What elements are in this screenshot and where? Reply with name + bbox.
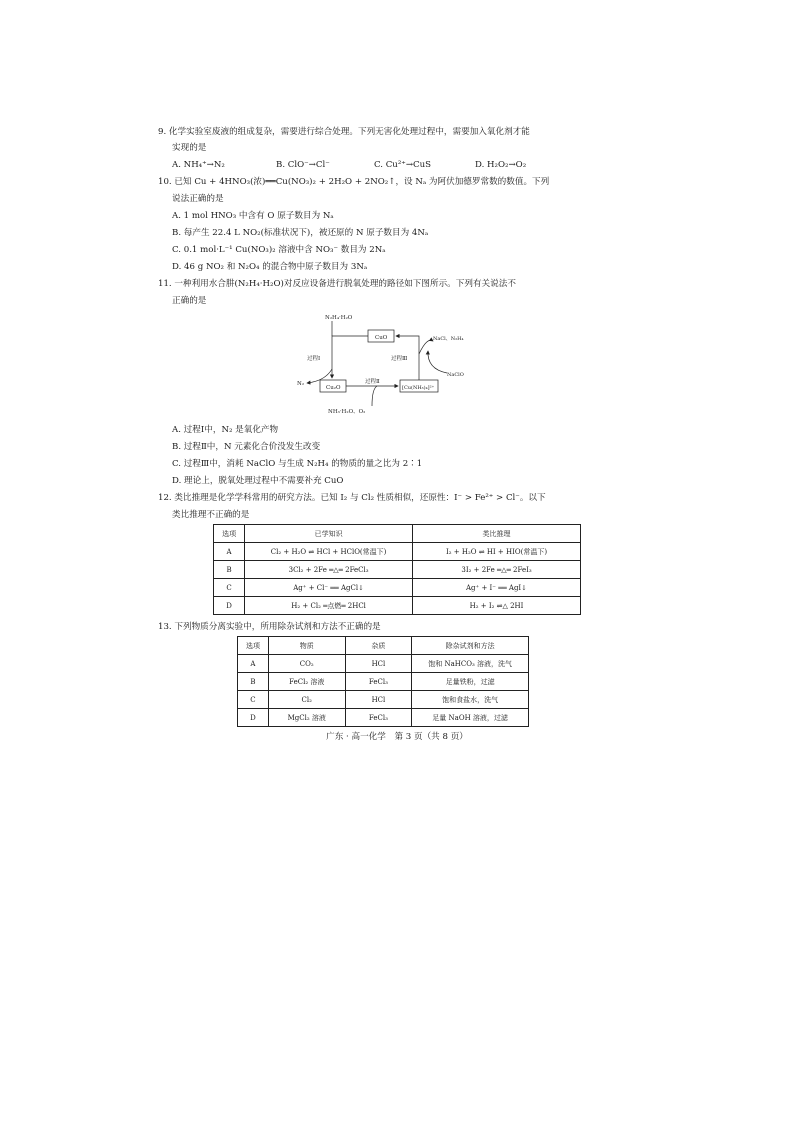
table-row[interactable] [238, 691, 529, 709]
q9-stem-line2: 实现的是 [172, 143, 207, 153]
table-header: 除杂试剂和方法 [412, 637, 529, 655]
table-header: 选项 [238, 637, 269, 655]
table-cell: HCl [345, 655, 412, 673]
table-cell: FeCl₃ [345, 673, 412, 691]
table-cell: A [238, 655, 269, 673]
diagram-label-n2: N₂ [297, 381, 305, 387]
table-cell: 3I₂ + 2Fe ═△═ 2FeI₃ [413, 561, 581, 579]
q9-option-a[interactable]: A. NH₄⁺→N₂ [172, 160, 225, 170]
table-cell: C [238, 691, 269, 709]
diagram-n2-arrow [307, 369, 332, 383]
q11-option-c[interactable]: C. 过程Ⅲ中，消耗 NaClO 与生成 N₂H₄ 的物质的量之比为 2∶1 [172, 459, 423, 469]
table-cell: D [238, 709, 269, 727]
table-row[interactable] [214, 579, 581, 597]
q11-stem-line1: 11. 一种利用水合肼(N₂H₄·H₂O)对反应设备进行脱氧处理的路径如下图所示。下列有关说法不 [158, 279, 516, 289]
table-cell: B [238, 673, 269, 691]
table-cell: Ag⁺ + Cl⁻ ══ AgCl↓ [245, 579, 413, 597]
table-cell: 3Cl₂ + 2Fe ═△═ 2FeCl₃ [245, 561, 413, 579]
table-cell: FeCl₃ [345, 709, 412, 727]
deoxygenation-cycle-diagram [295, 309, 485, 419]
table-cell: 饱和 NaHCO₃ 溶液，洗气 [412, 655, 529, 673]
diagram-bottom-input-line [372, 386, 377, 406]
diagram-label-bottom: NH₃·H₂O、O₂ [328, 409, 366, 415]
table-cell: CO₂ [268, 655, 345, 673]
diagram-right-in-arrow [428, 351, 447, 373]
q10-option-b[interactable]: B. 每产生 22.4 L NO₂(标准状况下)，被还原的 N 原子数目为 4Nₐ [172, 228, 429, 238]
table-cell: 足量铁粉，过滤 [412, 673, 529, 691]
diagram-label-cuo: CuO [375, 335, 388, 341]
table-row[interactable] [214, 561, 581, 579]
q10-option-d[interactable]: D. 46 g NO₂ 和 N₂O₄ 的混合物中原子数目为 3Nₐ [172, 262, 368, 272]
q9-option-b[interactable]: B. ClO⁻→Cl⁻ [276, 160, 330, 170]
table-cell: FeCl₂ 溶液 [268, 673, 345, 691]
q11-option-b[interactable]: B. 过程Ⅱ中，N 元素化合价没发生改变 [172, 442, 321, 452]
table-cell: I₂ + H₂O ⇌ HI + HIO(常温下) [413, 543, 581, 561]
diagram-label-step3: 过程Ⅲ [391, 356, 408, 362]
table-cell: H₂ + Cl₂ ═点燃═ 2HCl [245, 597, 413, 615]
q12-table [213, 524, 581, 615]
q9-option-d[interactable]: D. H₂O₂→O₂ [475, 160, 527, 170]
table-cell: Cl₂ [268, 691, 345, 709]
diagram-label-cu2o: Cu₂O [326, 385, 341, 391]
table-row[interactable] [214, 543, 581, 561]
q12-stem-line2: 类比推理不正确的是 [172, 510, 250, 520]
page-footer: 广东 · 高一化学 第 3 页（共 8 页） [326, 732, 468, 742]
table-cell: MgCl₂ 溶液 [268, 709, 345, 727]
q11-stem-line2: 正确的是 [172, 296, 207, 306]
table-cell: C [214, 579, 245, 597]
q11-option-a[interactable]: A. 过程Ⅰ中，N₂ 是氧化产物 [172, 425, 279, 435]
table-header: 杂质 [345, 637, 412, 655]
table-row[interactable] [238, 673, 529, 691]
q10-option-a[interactable]: A. 1 mol HNO₃ 中含有 O 原子数目为 Nₐ [172, 211, 334, 221]
diagram-label-complex: [Cu(NH₃)₄]²⁺ [402, 385, 435, 391]
diagram-label-right-top: NaCl、N₂H₄ [433, 336, 464, 342]
table-cell: 饱和食盐水，洗气 [412, 691, 529, 709]
diagram-right-out-arrow [419, 340, 433, 354]
diagram-label-hydrazine: N₂H₄·H₂O [325, 315, 353, 321]
q12-stem-line1: 12. 类比推理是化学学科常用的研究方法。已知 I₂ 与 Cl₂ 性质相似，还原性：I⁻ > Fe²⁺ > Cl⁻。以下 [158, 493, 546, 503]
diagram-label-step2: 过程Ⅱ [365, 379, 380, 385]
table-cell: Ag⁺ + I⁻ ══ AgI↓ [413, 579, 581, 597]
table-header: 类比推理 [413, 525, 581, 543]
q13-stem: 13. 下列物质分离实验中，所用除杂试剂和方法不正确的是 [158, 622, 381, 632]
table-cell: A [214, 543, 245, 561]
table-cell: HCl [345, 691, 412, 709]
table-header: 已学知识 [245, 525, 413, 543]
q11-option-d[interactable]: D. 理论上，脱氧处理过程中不需要补充 CuO [172, 476, 344, 486]
q9-option-c[interactable]: C. Cu²⁺→CuS [374, 160, 432, 170]
q10-stem-line1: 10. 已知 Cu + 4HNO₃(浓)══Cu(NO₃)₂ + 2H₂O + 2NO₂↑，设 Nₐ 为阿伏加德罗常数的数值。下列 [158, 177, 550, 187]
table-header: 物质 [268, 637, 345, 655]
table-cell: Cl₂ + H₂O ⇌ HCl + HClO(常温下) [245, 543, 413, 561]
table-header-row [214, 525, 581, 543]
table-row[interactable] [238, 709, 529, 727]
q10-stem-line2: 说法正确的是 [172, 194, 224, 204]
q9-stem-line1: 9. 化学实验室废液的组成复杂，需要进行综合处理。下列无害化处理过程中，需要加入氧化剂才能 [158, 127, 530, 137]
table-cell: 足量 NaOH 溶液，过滤 [412, 709, 529, 727]
q10-option-c[interactable]: C. 0.1 mol·L⁻¹ Cu(NO₃)₂ 溶液中含 NO₃⁻ 数目为 2Nₐ [172, 245, 386, 255]
table-cell: H₂ + I₂ ⇌△ 2HI [413, 597, 581, 615]
table-row[interactable] [214, 597, 581, 615]
diagram-label-step1: 过程Ⅰ [307, 356, 321, 362]
table-header-row [238, 637, 529, 655]
table-cell: D [214, 597, 245, 615]
diagram-label-right-bottom: NaClO [447, 372, 464, 378]
q13-table [237, 636, 529, 727]
table-cell: B [214, 561, 245, 579]
diagram-arrow-step1 [332, 336, 368, 378]
table-header: 选项 [214, 525, 245, 543]
table-row[interactable] [238, 655, 529, 673]
